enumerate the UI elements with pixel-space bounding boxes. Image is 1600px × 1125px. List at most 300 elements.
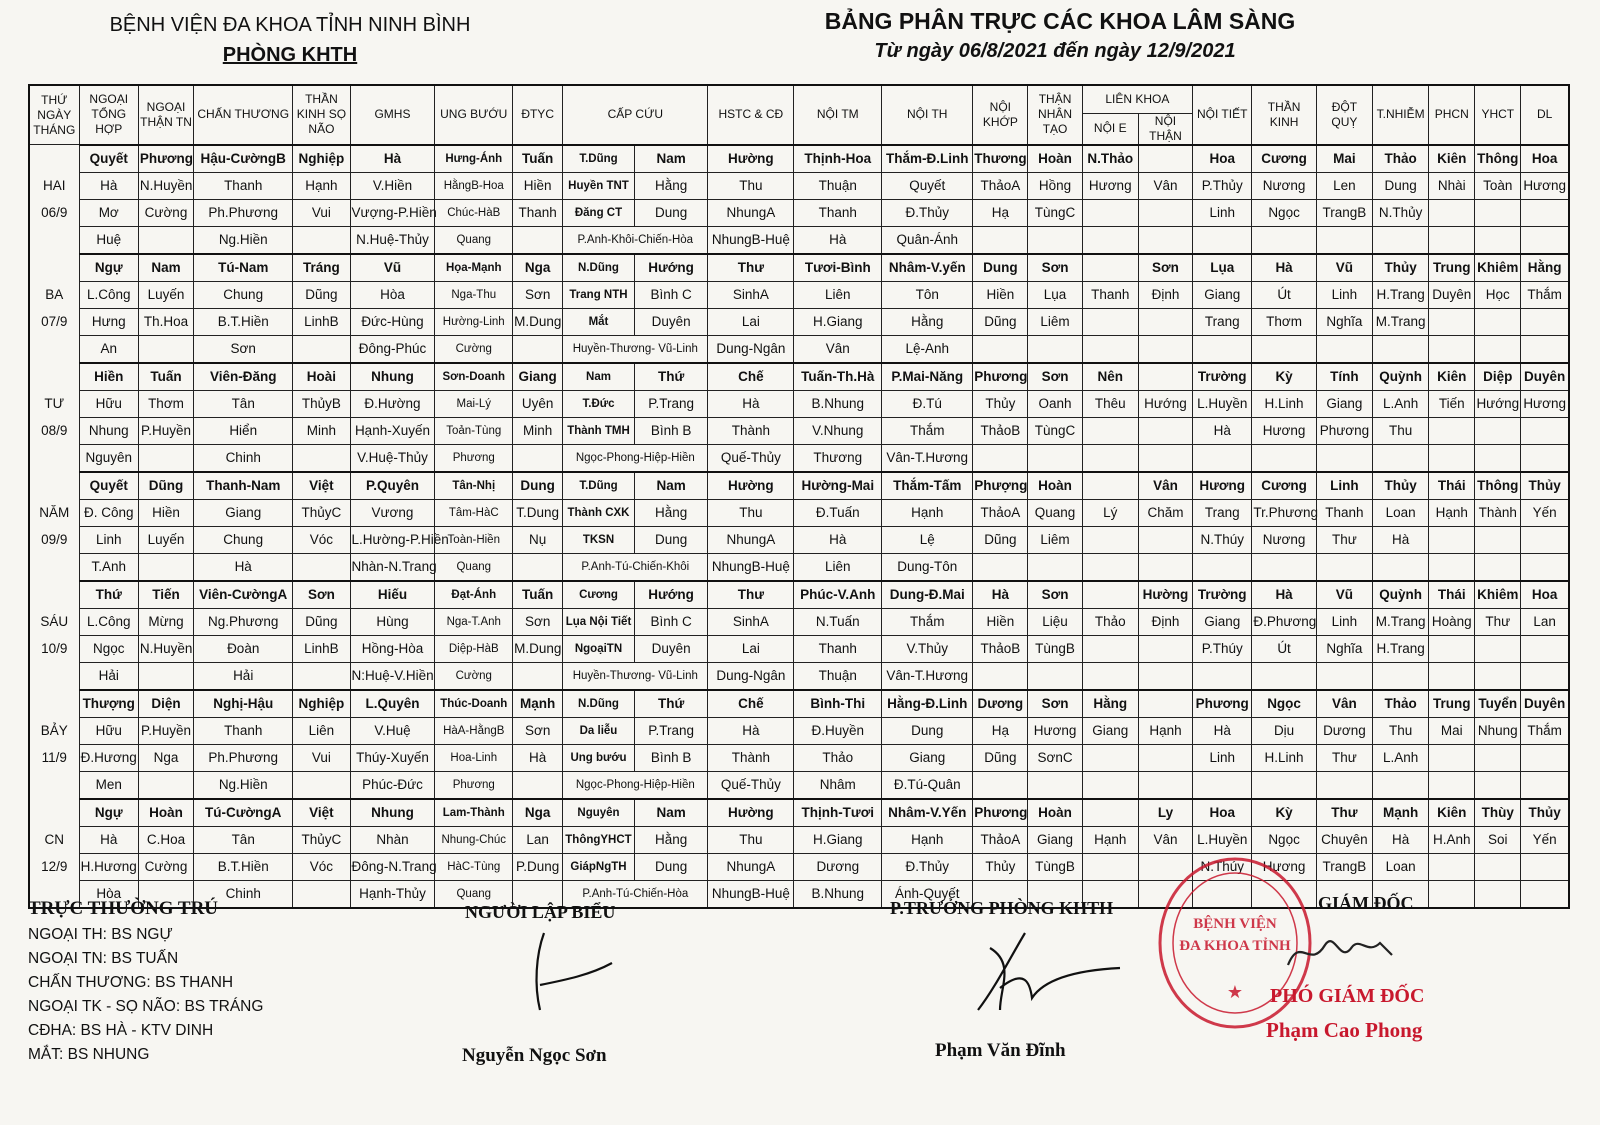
duty-cell: V.Hiền [350,172,435,199]
duty-cell [1252,553,1316,581]
duty-cell: Sơn [1028,363,1082,391]
duty-cell: Phương [435,771,513,799]
duty-cell: N.Huệ-Thủy [350,226,435,254]
duty-cell [1429,417,1475,444]
duty-cell: Linh [1316,281,1372,308]
duty-cell: Tâm-HàC [435,499,513,526]
duty-cell: N.Huyền [138,635,193,662]
duty-cell [293,444,350,472]
roster-row [29,472,1569,500]
roster-row [29,254,1569,282]
duty-cell: Sơn [1028,254,1082,282]
duty-cell: Quế-Thủy [708,444,794,472]
duty-cell: Hạnh [882,499,973,526]
duty-cell: Vân [794,335,882,363]
duty-cell: Tân [194,826,293,853]
header-yhct: YHCT [1475,85,1521,145]
duty-cell: Thư [1316,526,1372,553]
duty-cell: Quế-Thủy [708,771,794,799]
duty-cell: Sơn [293,581,350,609]
duty-cell: Thơm [138,390,193,417]
duty-cell: Kiên [1429,363,1475,391]
duty-cell: Tuấn [513,145,563,173]
duty-cell: Hằng [634,826,708,853]
duty-cell: Quỳnh [1373,581,1429,609]
duty-cell: Đ.Tuấn [794,499,882,526]
duty-cell: B.T.Hiền [194,308,293,335]
duty-cell: Thu [708,172,794,199]
duty-cell: Đ.Thủy [882,199,973,226]
duty-cell [1475,853,1521,880]
duty-cell: Dũng [293,608,350,635]
duty-cell: Hoàng [1429,608,1475,635]
roster-row [29,553,1569,581]
duty-cell: Nghĩa [1316,635,1372,662]
resident-duty-line: MẮT: BS NHUNG [28,1046,150,1063]
header-dtyc: ĐTYC [513,85,563,145]
duty-cell: ThảoB [973,635,1028,662]
duty-cell: H.Trang [1373,281,1429,308]
roster-row [29,199,1569,226]
duty-cell: Hùng [350,608,435,635]
duty-cell [1082,853,1138,880]
duty-cell: N.Thảo [1082,145,1138,173]
header-hstc-cd: HSTC & CĐ [708,85,794,145]
duty-cell [293,880,350,908]
duty-cell [1429,662,1475,690]
duty-cell [1082,472,1138,500]
duty-cell: Phương [1316,417,1372,444]
duty-cell: Mạnh [513,690,563,718]
duty-cell: Sơn [1138,254,1192,282]
day-label-cell [29,226,79,254]
duty-cell: Hường-Mai [794,472,882,500]
duty-cell [293,553,350,581]
duty-cell [1082,335,1138,363]
duty-cell: N:Huệ-V.Hiền [350,662,435,690]
duty-cell: Đ.Huyền [794,717,882,744]
duty-cell: Lụa [1028,281,1082,308]
header-than-kinh-so-nao: THẦN KINH SỌ NÃO [293,85,350,145]
duty-cell: LinhB [293,635,350,662]
duty-cell [1373,226,1429,254]
duty-cell: Ngọc-Phong-Hiệp-Hiền [563,444,708,472]
day-label-cell [29,799,79,827]
duty-cell: Vui [293,744,350,771]
duty-cell [1475,199,1521,226]
duty-cell: Giang [194,499,293,526]
duty-cell: T.Đức [563,390,635,417]
duty-cell: Nương [1252,526,1316,553]
duty-cell [1429,526,1475,553]
duty-cell: Phương [973,799,1028,827]
duty-cell [1475,444,1521,472]
roster-row [29,690,1569,718]
duty-cell: Thượng [79,690,138,718]
duty-cell [293,771,350,799]
duty-cell: Hạnh [1082,826,1138,853]
duty-cell: Thư [1316,799,1372,827]
duty-cell: Hà [350,145,435,173]
duty-cell: Đ.Tú [882,390,973,417]
roster-row [29,335,1569,363]
duty-cell: Chinh [194,444,293,472]
duty-cell: B.T.Hiền [194,853,293,880]
duty-cell: L.Huyền [1193,390,1252,417]
duty-cell: T.Dung [513,499,563,526]
header-ngoai-tong-hop: NGOẠI TỔNG HỢP [79,85,138,145]
duty-cell [1082,635,1138,662]
duty-cell [293,662,350,690]
duty-cell: Hường [708,145,794,173]
duty-cell: Thắm [882,608,973,635]
duty-cell: Ánh-Quyết [882,880,973,908]
duty-cell: Hạnh [1138,717,1192,744]
duty-cell: Thủy [973,390,1028,417]
duty-cell: Uyên [513,390,563,417]
duty-cell [1373,771,1429,799]
header-thu-ngay: THỨ NGÀY THÁNG [29,85,79,145]
duty-cell: Sơn [513,281,563,308]
duty-cell [513,553,563,581]
duty-cell: Hường [708,799,794,827]
duty-cell: Chuyên [1316,826,1372,853]
duty-cell: Huệ [79,226,138,254]
duty-cell [1475,880,1521,908]
duty-cell: Liệu [1028,608,1082,635]
hospital-name: BỆNH VIỆN ĐA KHOA TỈNH NINH BÌNH [109,14,471,36]
duty-cell: NhungA [708,199,794,226]
duty-cell [513,226,563,254]
svg-text:ĐA KHOA TỈNH: ĐA KHOA TỈNH [1179,938,1291,954]
duty-cell [1316,335,1372,363]
duty-cell: Hữu [79,390,138,417]
duty-cell [513,444,563,472]
duty-cell: Hoàn [1028,799,1082,827]
duty-cell: P.Huyền [138,717,193,744]
duty-cell: Hà [794,526,882,553]
duty-cell: TùngC [1028,417,1082,444]
duty-cell: Nam [634,799,708,827]
duty-cell [1475,417,1521,444]
duty-cell: Khiêm [1475,254,1521,282]
roster-row [29,281,1569,308]
duty-cell: Hiền [79,363,138,391]
duty-cell: Toàn-Hiền [435,526,513,553]
duty-cell: H.Trang [1373,635,1429,662]
duty-cell [1429,771,1475,799]
duty-cell: Ung bướu [563,744,635,771]
duty-cell: T.Anh [79,553,138,581]
duty-cell: Thắm-Tấm [882,472,973,500]
duty-cell: Thành [708,417,794,444]
duty-cell: Nga [138,744,193,771]
duty-cell: Thứ [634,690,708,718]
duty-cell [1316,662,1372,690]
duty-cell: Thùy [1475,799,1521,827]
duty-cell: Soi [1475,826,1521,853]
roster-row [29,526,1569,553]
duty-cell [1082,771,1138,799]
duty-cell: Dũng [973,526,1028,553]
duty-cell: Thương [973,145,1028,173]
duty-cell [1316,553,1372,581]
duty-cell: Cường [435,335,513,363]
duty-cell: Mai [1316,145,1372,173]
duty-cell: Hải [79,662,138,690]
duty-cell: Quang [435,553,513,581]
date-cell: 07/9 [29,308,79,335]
duty-cell [1316,444,1372,472]
duty-cell [1252,226,1316,254]
duty-cell: Th.Hoa [138,308,193,335]
duty-cell: T.Dũng [563,472,635,500]
duty-cell: Lụa [1193,254,1252,282]
duty-cell: Giang [1082,717,1138,744]
weekday-cell: BA [29,281,79,308]
duty-cell [1429,744,1475,771]
roster-row [29,717,1569,744]
duty-cell: Thanh [1316,499,1372,526]
duty-cell: H.Linh [1252,390,1316,417]
duty-cell: ThảoA [973,499,1028,526]
duty-cell [1475,744,1521,771]
roster-row [29,444,1569,472]
duty-cell [1193,553,1252,581]
duty-cell: Hoa [1521,581,1569,609]
duty-cell: T.Dũng [563,145,635,173]
duty-cell: Giang [513,363,563,391]
duty-cell: Liêm [1028,308,1082,335]
duty-cell: SơnC [1028,744,1082,771]
duty-cell: Ngọc [1252,690,1316,718]
duty-cell: Hương [1252,853,1316,880]
duty-cell: Đ.Thủy [882,853,973,880]
duty-cell: Hà [1373,526,1429,553]
duty-cell [1082,581,1138,609]
duty-cell: Yến [1521,826,1569,853]
duty-cell: Định [1138,608,1192,635]
duty-cell: An [79,335,138,363]
duty-cell [138,335,193,363]
duty-cell: Thủy [1521,799,1569,827]
duty-cell: Nghĩa [1316,308,1372,335]
duty-cell: Vũ [1316,254,1372,282]
preparer-name: Nguyễn Ngọc Sơn [462,1045,607,1066]
duty-cell [1429,308,1475,335]
duty-cell: Chung [194,526,293,553]
duty-cell [1028,444,1082,472]
duty-cell: Thuận [794,172,882,199]
duty-cell: B.Nhung [794,390,882,417]
duty-cell: Bình C [634,281,708,308]
duty-cell: Nam [634,472,708,500]
duty-cell: Kiên [1429,799,1475,827]
header-ngoai-than-tn: NGOẠI THẬN TN [138,85,193,145]
duty-cell: Thơm [1252,308,1316,335]
duty-cell: Nhung [79,417,138,444]
header-noi-tiet: NỘI TIẾT [1193,85,1252,145]
duty-cell: Vân [1138,826,1192,853]
duty-cell: TrangB [1316,199,1372,226]
duty-cell: Vượng-P.Hiền [350,199,435,226]
duty-cell: Trung [1429,690,1475,718]
duty-cell: Thành [708,744,794,771]
date-cell: 08/9 [29,417,79,444]
duty-cell [138,771,193,799]
weekday-cell: TƯ [29,390,79,417]
date-cell: 06/9 [29,199,79,226]
duty-cell: Dịu [1252,717,1316,744]
weekday-cell: BẢY [29,717,79,744]
duty-cell: M.Dung [513,635,563,662]
svg-text:★: ★ [1226,982,1244,1002]
duty-cell: Nhung [1475,717,1521,744]
roster-row [29,826,1569,853]
duty-cell: Nga-Thu [435,281,513,308]
duty-cell: Nhung-Chúc [435,826,513,853]
duty-cell: Đ. Công [79,499,138,526]
duty-cell [1373,335,1429,363]
duty-cell: Quang [1028,499,1082,526]
duty-cell: Hằng [1082,690,1138,718]
duty-cell: Vũ [350,254,435,282]
duty-cell: Hậu-CườngB [194,145,293,173]
duty-cell: Ngự [79,254,138,282]
duty-cell: Út [1252,635,1316,662]
duty-cell: Thắm [882,417,973,444]
duty-cell: Nhung [350,799,435,827]
duty-cell: Tiến [138,581,193,609]
duty-cell: Loan [1373,499,1429,526]
duty-cell [1193,335,1252,363]
duty-cell: H.Hương [79,853,138,880]
duty-cell: Nga-T.Anh [435,608,513,635]
duty-cell: Nhung [350,363,435,391]
weekday-cell: HAI [29,172,79,199]
duty-cell: Thúc-Doanh [435,690,513,718]
duty-cell: Hoa [1521,145,1569,173]
duty-cell [1373,662,1429,690]
duty-cell: Cương [1252,145,1316,173]
duty-cell: P.Thúy [1193,635,1252,662]
roster-body [29,145,1569,908]
duty-cell: Hà [194,553,293,581]
duty-cell: Lai [708,635,794,662]
duty-cell: Đạt-Ánh [435,581,513,609]
duty-cell: Sơn [1028,581,1082,609]
duty-cell: Ng.Hiền [194,226,293,254]
duty-cell: Loan [1373,853,1429,880]
duty-cell: Hằng [634,172,708,199]
duty-cell [1082,553,1138,581]
duty-cell: Thanh [194,717,293,744]
duty-cell: Dũng [293,281,350,308]
duty-cell: M.Dung [513,308,563,335]
duty-cell [1193,662,1252,690]
duty-cell: Nhâm [794,771,882,799]
header-chan-thuong: CHẤN THƯƠNG [194,85,293,145]
duty-cell: Thảo [1373,690,1429,718]
duty-cell [1138,553,1192,581]
duty-cell: Duyên [634,635,708,662]
duty-cell: Thảo [794,744,882,771]
duty-cell: Quyết [79,472,138,500]
duty-cell: Thư [708,254,794,282]
duty-cell: Phương [973,363,1028,391]
duty-cell: Hoàn [1028,145,1082,173]
duty-cell: Vân [1316,690,1372,718]
duty-cell [1252,335,1316,363]
duty-cell: L.Công [79,608,138,635]
duty-cell: C.Hoa [138,826,193,853]
duty-cell [1138,635,1192,662]
duty-cell: Thư [1475,608,1521,635]
duty-cell: Nam [138,254,193,282]
duty-cell: ThảoA [973,826,1028,853]
duty-cell: P.Trang [634,717,708,744]
duty-cell: Lụa Nội Tiết [563,608,635,635]
roster-row [29,581,1569,609]
duty-cell [1138,444,1192,472]
duty-cell: Hạ [973,717,1028,744]
duty-cell: Huyền-Thương- Vũ-Linh [563,662,708,690]
day-label-cell [29,553,79,581]
header-noi-khop: NỘI KHỚP [973,85,1028,145]
duty-cell: Liêm [1028,526,1082,553]
duty-cell [1028,226,1082,254]
duty-cell: Thanh [1082,281,1138,308]
duty-cell: Hường [1138,581,1192,609]
duty-cell: TùngB [1028,853,1082,880]
duty-cell: Thủy [1521,472,1569,500]
duty-cell: Tuấn [513,581,563,609]
duty-cell: Nga [513,799,563,827]
resident-duty-line: NGOẠI TK - SỌ NÃO: BS TRÁNG [28,998,264,1015]
duty-cell [1028,553,1082,581]
duty-cell: Dương [1316,717,1372,744]
duty-cell [1521,744,1569,771]
duty-cell: Quân-Ánh [882,226,973,254]
duty-cell [1028,335,1082,363]
duty-cell [1475,662,1521,690]
duty-cell: Hồng-Hòa [350,635,435,662]
duty-cell: Hướng [1138,390,1192,417]
duty-cell: Hòa [350,281,435,308]
duty-cell [1429,226,1475,254]
duty-cell: Hằng-Đ.Linh [882,690,973,718]
duty-cell: P.Anh-Tú-Chiến-Hòa [563,880,708,908]
duty-cell: Duyên [634,308,708,335]
roster-row [29,744,1569,771]
duty-cell: Ngọc [1252,199,1316,226]
duty-cell [1521,226,1569,254]
duty-cell: Vũ [1316,581,1372,609]
roster-row [29,608,1569,635]
duty-cell [973,662,1028,690]
duty-cell: Cường [138,853,193,880]
weekday-cell: NĂM [29,499,79,526]
duty-cell [1252,771,1316,799]
duty-cell: Thịnh-Hoa [794,145,882,173]
duty-cell: Hoài [293,363,350,391]
director-position: PHÓ GIÁM ĐỐC [1270,985,1425,1007]
duty-cell [973,226,1028,254]
duty-cell [1082,417,1138,444]
duty-cell: P.Mai-Năng [882,363,973,391]
duty-cell [1429,553,1475,581]
duty-cell: Duyên [1429,281,1475,308]
